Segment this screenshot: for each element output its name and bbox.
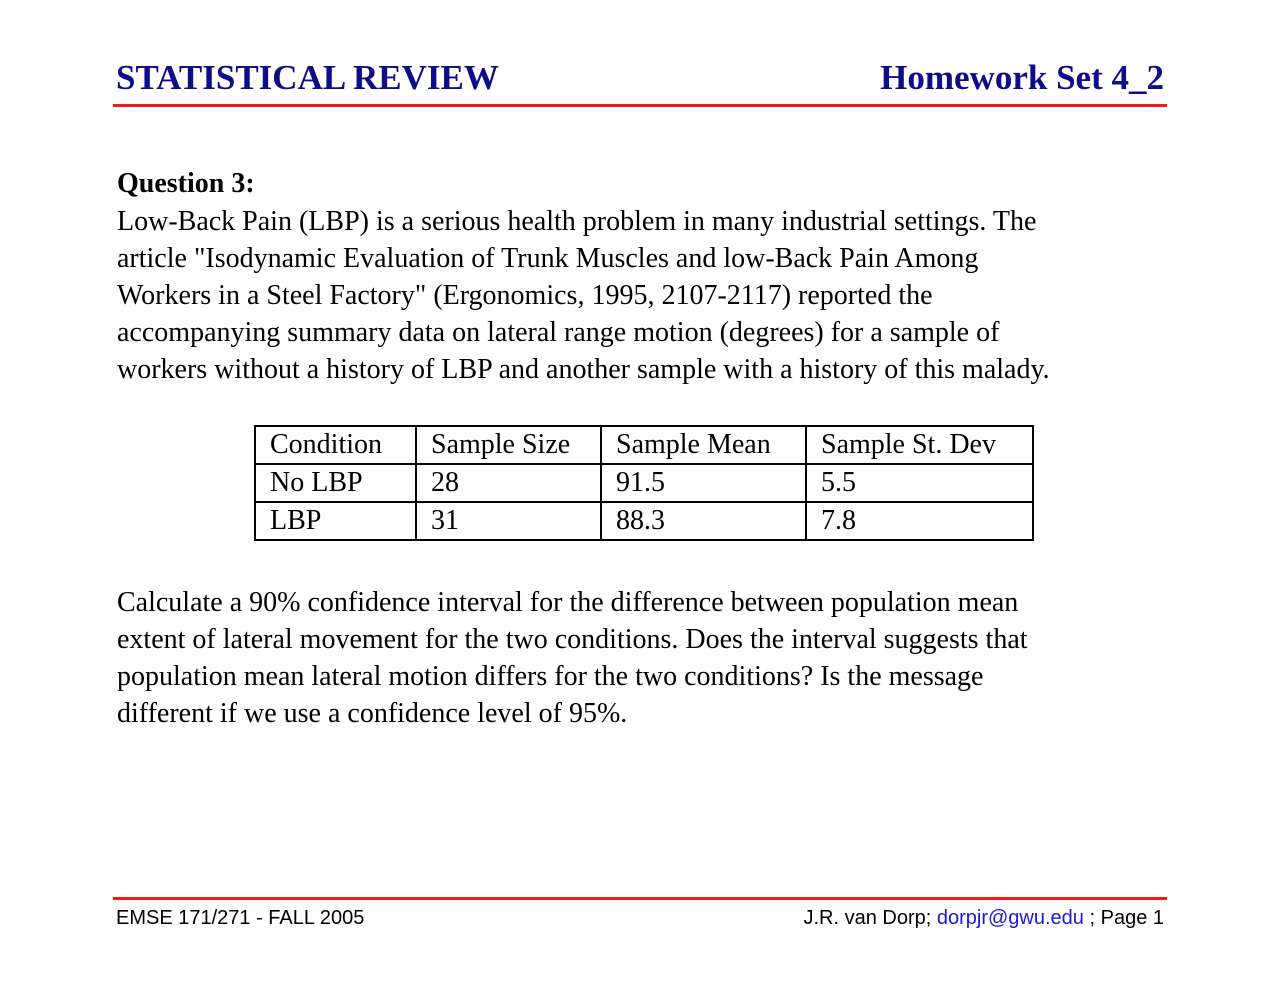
table-cell: 88.3 [601, 502, 806, 540]
footer-course-label: EMSE 171/271 - FALL 2005 [116, 907, 365, 929]
intro-line: accompanying summary data on lateral range motion (degrees) for a sample of [117, 317, 1000, 348]
question-intro-paragraph [117, 203, 1177, 388]
footer-author-info [803, 907, 1164, 930]
table-cell: 7.8 [806, 502, 1033, 540]
footer-page-number: ; Page 1 [1083, 907, 1164, 929]
column-header-condition: Condition [255, 426, 416, 464]
table-header-row [255, 426, 1033, 464]
table-cell: LBP [255, 502, 416, 540]
question-heading: Question 3: [117, 168, 255, 199]
task-line: Calculate a 90% confidence interval for the difference between population mean [117, 587, 1019, 618]
header-divider [113, 104, 1167, 107]
question-task-paragraph [117, 584, 1177, 732]
footer-divider [113, 897, 1167, 900]
task-line: population mean lateral motion differs for the two conditions? Is the message [117, 661, 984, 692]
table-cell: No LBP [255, 464, 416, 502]
task-line: different if we use a confidence level of 95%. [117, 698, 628, 729]
column-header-sample-mean: Sample Mean [601, 426, 806, 464]
table-cell: 91.5 [601, 464, 806, 502]
intro-line: workers without a history of LBP and another sample with a history of this malady. [117, 354, 1050, 385]
email-link[interactable]: dorpjr@gwu.edu [936, 907, 1084, 929]
table-row [255, 502, 1033, 540]
table-row [255, 464, 1033, 502]
summary-data-table [254, 425, 1034, 541]
column-header-sample-st-dev: Sample St. Dev [806, 426, 1033, 464]
task-line: extent of lateral movement for the two conditions. Does the interval suggests that [117, 624, 1028, 655]
intro-line: Low-Back Pain (LBP) is a serious health problem in many industrial settings. The [117, 206, 1037, 237]
table-cell: 5.5 [806, 464, 1033, 502]
header-title-right: Homework Set 4_2 [880, 58, 1164, 97]
table-cell: 28 [416, 464, 601, 502]
footer-author: J.R. van Dorp; [803, 907, 937, 929]
intro-line: Workers in a Steel Factory" (Ergonomics, 1995, 2107-2117) reported the [117, 280, 933, 311]
intro-line: article "Isodynamic Evaluation of Trunk Muscles and low-Back Pain Among [117, 243, 979, 274]
column-header-sample-size: Sample Size [416, 426, 601, 464]
header-title-left: STATISTICAL REVIEW [116, 58, 499, 97]
table-cell: 31 [416, 502, 601, 540]
